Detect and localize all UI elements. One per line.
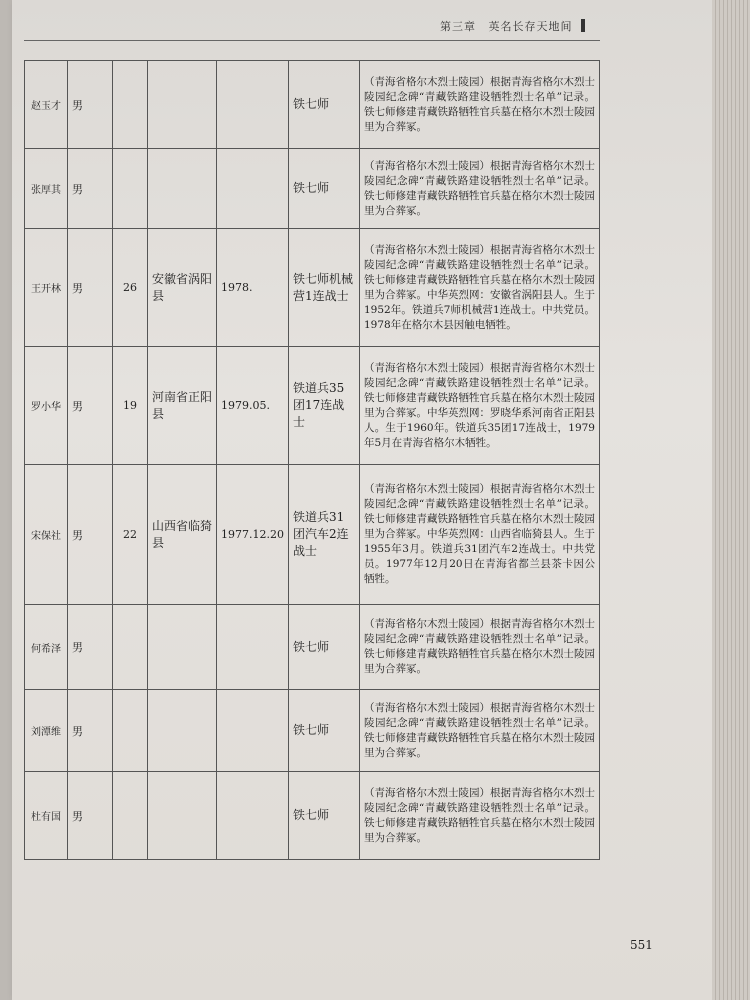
unit-cell: 铁七师	[288, 772, 359, 860]
header-bar-mark	[581, 19, 585, 32]
age-cell: 22	[113, 465, 148, 605]
table-row	[25, 347, 600, 465]
note-cell: （青海省格尔木烈士陵园）根据青海省格尔木烈士陵园纪念碑“青藏铁路建设牺牲烈士名单”记录。铁七师修建青藏铁路牺牲官兵墓在格尔木烈士陵园里为合葬冢。	[359, 605, 599, 690]
chapter-title: 英名长存天地间	[488, 20, 573, 33]
age-cell	[113, 149, 148, 229]
name-cell: 刘潭维	[25, 690, 68, 772]
unit-cell: 铁七师	[288, 149, 359, 229]
sex-cell: 男	[68, 347, 113, 465]
birthplace-cell	[148, 772, 217, 860]
sex-cell: 男	[68, 605, 113, 690]
birthplace-cell	[148, 149, 217, 229]
table-row	[25, 465, 600, 605]
date-cell	[217, 61, 289, 149]
note-cell: （青海省格尔木烈士陵园）根据青海省格尔木烈士陵园纪念碑“青藏铁路建设牺牲烈士名单”记录。铁七师修建青藏铁路牺牲官兵墓在格尔木烈士陵园里为合葬冢。	[359, 149, 599, 229]
sex-cell: 男	[68, 465, 113, 605]
sex-cell: 男	[68, 149, 113, 229]
age-cell	[113, 61, 148, 149]
unit-cell: 铁七师	[288, 605, 359, 690]
sex-cell: 男	[68, 690, 113, 772]
birthplace-cell: 山西省临猗县	[148, 465, 217, 605]
page-number: 551	[630, 938, 653, 952]
table-row	[25, 61, 600, 149]
note-cell: （青海省格尔木烈士陵园）根据青海省格尔木烈士陵园纪念碑“青藏铁路建设牺牲烈士名单”记录。铁七师修建青藏铁路牺牲官兵墓在格尔木烈士陵园里为合葬冢。中华英烈网：罗晓华系河南省正阳县人。生于1960年。铁道兵35团17连战士，1979年5月在青海省格尔木牺牲。	[359, 347, 599, 465]
birthplace-cell	[148, 61, 217, 149]
name-cell: 宋保社	[25, 465, 68, 605]
page-stack-edge	[712, 0, 750, 1000]
name-cell: 赵玉才	[25, 61, 68, 149]
birthplace-cell: 河南省正阳县	[148, 347, 217, 465]
name-cell: 杜有国	[25, 772, 68, 860]
note-cell: （青海省格尔木烈士陵园）根据青海省格尔木烈士陵园纪念碑“青藏铁路建设牺牲烈士名单”记录。铁七师修建青藏铁路牺牲官兵墓在格尔木烈士陵园里为合葬冢。中华英烈网：安徽省涡阳县人。生于1952年。铁道兵7师机械营1连战士。中共党员。1978年在格尔木县因触电牺牲。	[359, 229, 599, 347]
sex-cell: 男	[68, 229, 113, 347]
martyrs-table	[24, 60, 600, 860]
date-cell	[217, 605, 289, 690]
unit-cell: 铁道兵31团汽车2连战士	[288, 465, 359, 605]
age-cell: 19	[113, 347, 148, 465]
age-cell: 26	[113, 229, 148, 347]
date-cell	[217, 690, 289, 772]
note-cell: （青海省格尔木烈士陵园）根据青海省格尔木烈士陵园纪念碑“青藏铁路建设牺牲烈士名单”记录。铁七师修建青藏铁路牺牲官兵墓在格尔木烈士陵园里为合葬冢。	[359, 690, 599, 772]
name-cell: 罗小华	[25, 347, 68, 465]
date-cell: 1978.	[217, 229, 289, 347]
table-row	[25, 772, 600, 860]
table-row	[25, 690, 600, 772]
age-cell	[113, 605, 148, 690]
unit-cell: 铁七师机械营1连战士	[288, 229, 359, 347]
date-cell	[217, 149, 289, 229]
table-row	[25, 605, 600, 690]
name-cell: 张厚其	[25, 149, 68, 229]
note-cell: （青海省格尔木烈士陵园）根据青海省格尔木烈士陵园纪念碑“青藏铁路建设牺牲烈士名单”记录。铁七师修建青藏铁路牺牲官兵墓在格尔木烈士陵园里为合葬冢。	[359, 61, 599, 149]
age-cell	[113, 690, 148, 772]
date-cell: 1979.05.	[217, 347, 289, 465]
sex-cell: 男	[68, 772, 113, 860]
unit-cell: 铁道兵35团17连战士	[288, 347, 359, 465]
name-cell: 王开林	[25, 229, 68, 347]
note-cell: （青海省格尔木烈士陵园）根据青海省格尔木烈士陵园纪念碑“青藏铁路建设牺牲烈士名单”记录。铁七师修建青藏铁路牺牲官兵墓在格尔木烈士陵园里为合葬冢。中华英烈网：山西省临猗县人。生于1955年3月。铁道兵31团汽车2连战士。中共党员。1977年12月20日在青海省都兰县茶卡因公牺牲。	[359, 465, 599, 605]
chapter-label: 第三章	[440, 20, 476, 33]
date-cell: 1977.12.20	[217, 465, 289, 605]
unit-cell: 铁七师	[288, 61, 359, 149]
sex-cell: 男	[68, 61, 113, 149]
note-cell: （青海省格尔木烈士陵园）根据青海省格尔木烈士陵园纪念碑“青藏铁路建设牺牲烈士名单”记录。铁七师修建青藏铁路牺牲官兵墓在格尔木烈士陵园里为合葬冢。	[359, 772, 599, 860]
birthplace-cell	[148, 690, 217, 772]
table-row	[25, 149, 600, 229]
name-cell: 何希泽	[25, 605, 68, 690]
unit-cell: 铁七师	[288, 690, 359, 772]
table-row	[25, 229, 600, 347]
birthplace-cell	[148, 605, 217, 690]
birthplace-cell: 安徽省涡阳县	[148, 229, 217, 347]
header-rule	[24, 40, 600, 41]
running-header	[440, 18, 585, 34]
date-cell	[217, 772, 289, 860]
age-cell	[113, 772, 148, 860]
